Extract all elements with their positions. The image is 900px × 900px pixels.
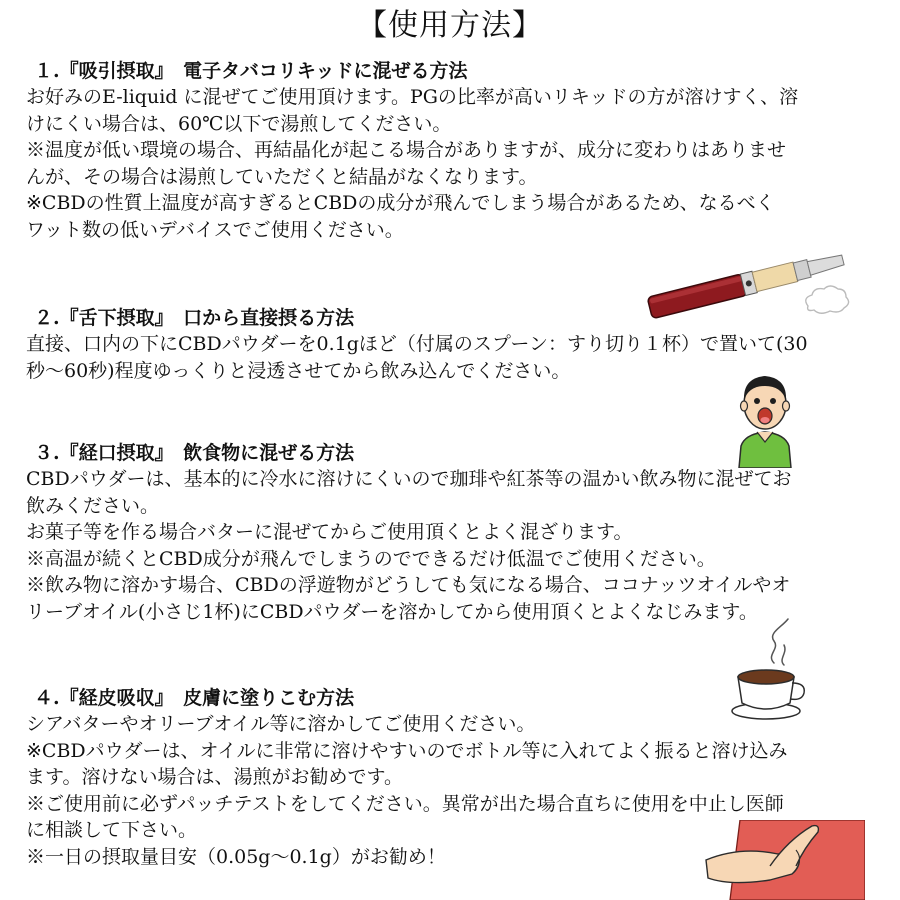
body-line: ※温度が低い環境の場合、再結晶化が起こる場合がありますが、成分に変わりはありませ: [26, 139, 787, 161]
body-line: ※CBDパウダーは、オイルに非常に溶けやすいのでボトル等に入れてよく振ると溶け込み: [26, 739, 788, 762]
person-open-mouth-illustration: [735, 368, 795, 468]
section-body: [26, 466, 876, 625]
body-line: に相談して下さい。: [26, 819, 198, 841]
body-line: ※高温が続くとCBD成分が飛んでしまうのでできるだけ低温でご使用ください。: [26, 547, 716, 570]
section-inhalation: [26, 58, 876, 243]
body-line: シアバターやオリーブオイル等に溶かしてご使用ください。: [26, 713, 536, 735]
arm-skin-illustration: [700, 820, 865, 900]
coffee-cup-illustration: [730, 615, 810, 725]
body-line: お好みのE-liquid に混ぜてご使用頂けます。PGの比率が高いリキッドの方が溶けすく、溶: [26, 86, 799, 108]
body-line: CBDパウダーは、基本的に冷水に溶けにくいので珈琲や紅茶等の温かい飲み物に混ぜてお: [26, 468, 792, 490]
body-line: んが、その場合は湯煎していただくと結晶がなくなります。: [26, 165, 538, 188]
section-body: [26, 84, 876, 243]
body-line: 秒〜60秒)程度ゆっくりと浸透させてから飲み込んでください。: [26, 359, 571, 382]
body-line: 直接、口内の下にCBDパウダーを0.1gほど（付属のスプーン：すり切り１杯）で置いて(30: [26, 333, 808, 355]
section-heading: ２.『舌下摂取』 口から直接摂る方法: [34, 307, 355, 329]
body-line: ※飲み物に溶かす場合、CBDの浮遊物がどうしても気になる場合、ココナッツオイルやオ: [26, 574, 791, 596]
body-line: お菓子等を作る場合バターに混ぜてからご使用頂くとよく混ざります。: [26, 521, 633, 543]
body-line: ※CBDの性質上温度が高すぎるとCBDの成分が飛んでしまう場合があるため、なるべく: [26, 192, 775, 214]
body-line: 飲みください。: [26, 494, 160, 517]
body-line: ます。溶けない場合は、湯煎がお勧めです。: [26, 766, 403, 788]
e-cigarette-illustration: [640, 240, 860, 320]
body-line: ワット数の低いデバイスでご使用ください。: [26, 218, 404, 241]
page-title: 【使用方法】: [357, 8, 543, 43]
body-line: リーブオイル(小さじ1杯)にCBDパウダーを溶かしてから使用頂くとよくなじみます。: [26, 600, 758, 623]
section-heading: ４.『経皮吸収』 皮膚に塗りこむ方法: [34, 687, 355, 709]
section-heading: ３.『経口摂取』 飲食物に混ぜる方法: [34, 442, 355, 464]
section-heading: １.『吸引摂取』 電子タバコリキッドに混ぜる方法: [34, 60, 468, 82]
body-line: ※一日の摂取量目安（0.05g〜0.1g）がお勧め！: [26, 845, 446, 868]
body-line: ※ご使用前に必ずパッチテストをしてください。異常が出た場合直ちに使用を中止し医師: [26, 792, 784, 815]
body-line: けにくい場合は、60℃以下で湯煎してください。: [26, 112, 452, 135]
